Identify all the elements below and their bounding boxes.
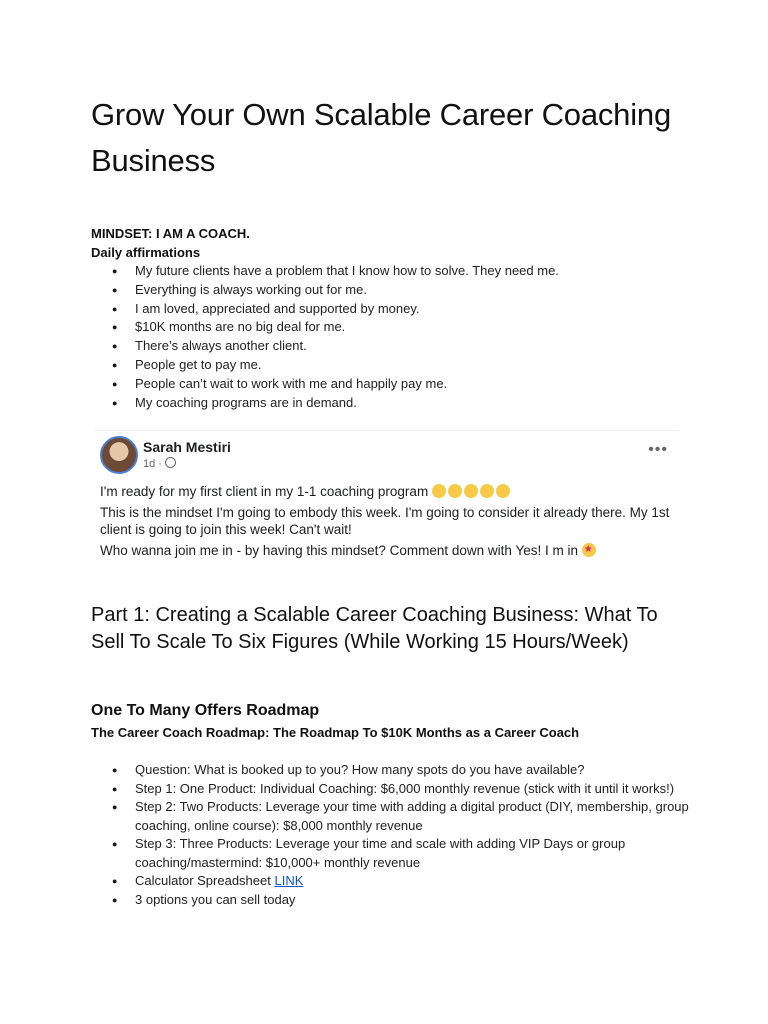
more-options-icon: ••• xyxy=(648,441,668,458)
post-author: Sarah Mestiri xyxy=(143,439,231,455)
list-item: ● Question: What is booked up to you? How many spots do you have available? xyxy=(135,761,691,780)
list-item: ● Step 2: Two Products: Leverage your time with adding a digital product (DIY, membership, group coaching, online course): $8,000 monthly revenue xyxy=(135,798,691,835)
list-item xyxy=(135,872,691,891)
post-line-2: This is the mindset I'm going to embody this week. I'm going to consider it already there. My 1st client is going to join this week! Can't wait! xyxy=(100,504,670,537)
list-item: ● My coaching programs are in demand. xyxy=(135,394,681,413)
document-title: Grow Your Own Scalable Career Coaching Business xyxy=(91,97,671,178)
roadmap-section xyxy=(91,700,691,909)
post-line-3: Who wanna join me in - by having this mindset? Comment down with Yes! I m in ★ xyxy=(100,542,670,560)
post-line-1: I'm ready for my first client in my 1-1 coaching program xyxy=(100,483,670,501)
emoji-icon xyxy=(432,484,446,498)
emoji-icon xyxy=(464,484,478,498)
document-page xyxy=(91,92,681,412)
roadmap-subheading: The Career Coach Roadmap: The Roadmap To $10K Months as a Career Coach xyxy=(91,725,580,740)
social-post-screenshot xyxy=(95,430,678,569)
part1-heading: Part 1: Creating a Scalable Career Coaching Business: What To Sell To Scale To Six Figures (While Working 15 Hours/Week) xyxy=(91,604,658,653)
globe-icon xyxy=(165,457,176,468)
post-time: 1d · xyxy=(143,458,162,470)
list-item: ● There’s always another client. xyxy=(135,337,681,356)
avatar xyxy=(100,436,138,474)
list-item: ● My future clients have a problem that I know how to solve. They need me. xyxy=(135,262,681,281)
list-item: ● Everything is always working out for me. xyxy=(135,281,681,300)
list-item: ● People get to pay me. xyxy=(135,356,681,375)
emoji-icon xyxy=(496,484,510,498)
affirmations-list xyxy=(91,262,681,412)
emoji-icon xyxy=(480,484,494,498)
roadmap-list xyxy=(91,761,691,909)
list-item: ● $10K months are no big deal for me. xyxy=(135,318,681,337)
list-item: ● Step 3: Three Products: Leverage your time and scale with adding VIP Days or group coaching/mastermind: $10,000+ monthly revenue xyxy=(135,835,691,872)
list-item: ● People can’t wait to work with me and happily pay me. xyxy=(135,375,681,394)
mindset-heading: MINDSET: I AM A COACH. xyxy=(91,226,250,241)
post-meta xyxy=(143,457,176,470)
calculator-link[interactable]: LINK xyxy=(274,873,304,888)
star-eyes-emoji-icon xyxy=(582,543,596,557)
list-item: ● Step 1: One Product: Individual Coaching: $6,000 monthly revenue (stick with it until it works!) xyxy=(135,780,691,799)
roadmap-heading: One To Many Offers Roadmap xyxy=(91,702,320,719)
list-item: ● I am loved, appreciated and supported by money. xyxy=(135,300,681,319)
post-body xyxy=(100,483,670,562)
calculator-label: Calculator Spreadsheet xyxy=(135,873,275,888)
list-item: ● 3 options you can sell today xyxy=(135,891,691,910)
emoji-icon xyxy=(448,484,462,498)
affirmations-subheading: Daily affirmations xyxy=(91,245,201,260)
